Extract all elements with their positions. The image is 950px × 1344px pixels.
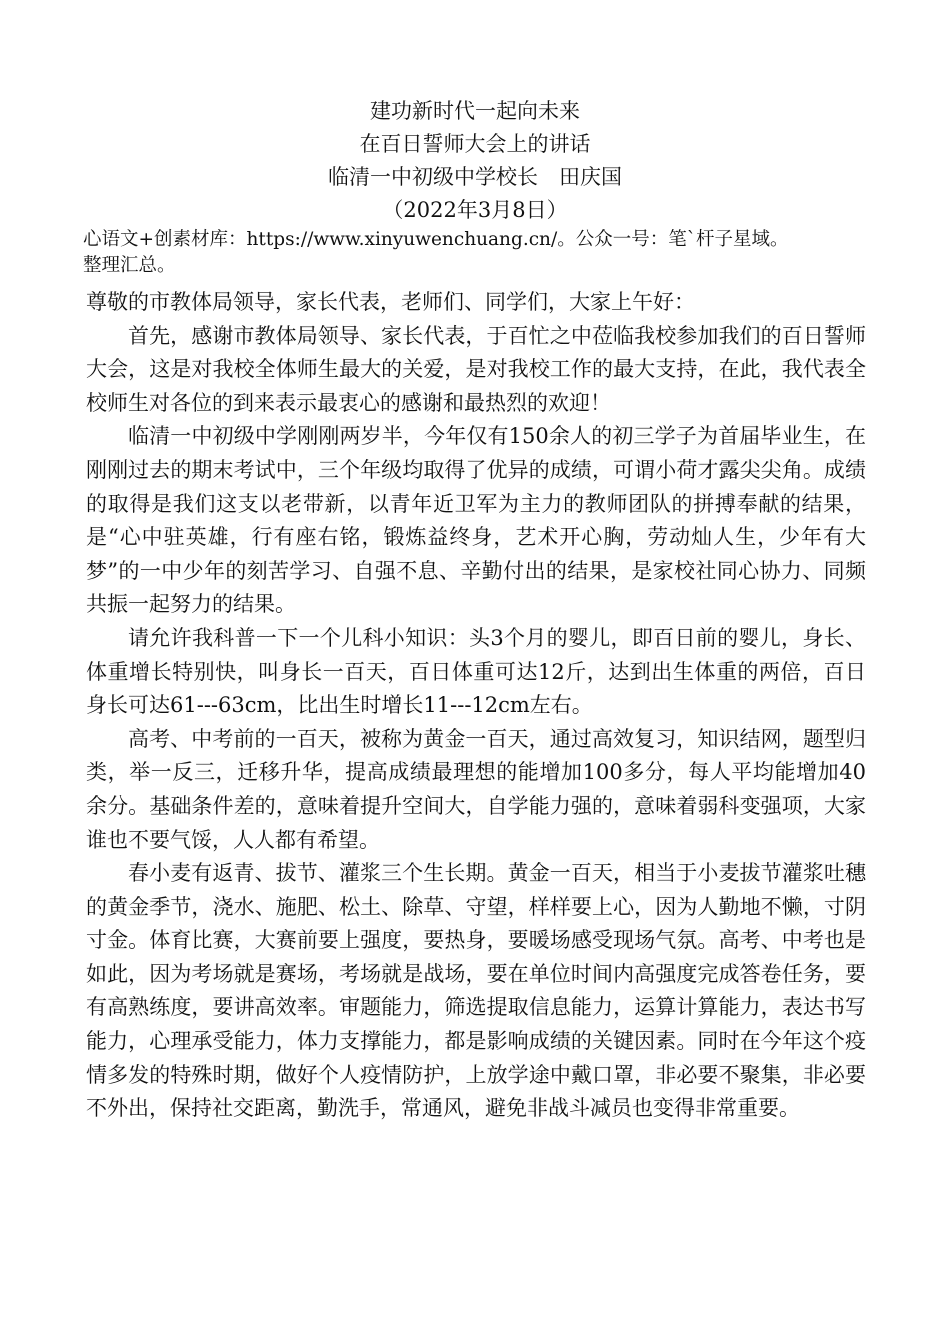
paragraph: 首先，感谢市教体局领导、家长代表，于百忙之中莅临我校参加我们的百日誓师大会，这是对我校全体师生最大的关爱，是对我校工作的最大支持，在此，我代表全校师生对各位的到来表示最衷心的感谢和最热烈的欢迎！	[86, 323, 866, 415]
speech-header	[0, 95, 950, 227]
salutation: 尊敬的市教体局领导，家长代表，老师们、同学们，大家上午好：	[86, 290, 695, 314]
speech-body	[86, 286, 866, 1126]
speech-subtitle: 在百日誓师大会上的讲话	[359, 132, 591, 156]
source-note-line: 心语文+创素材库：https://www.xinyuwenchuang.cn/。公众一号：笔`杆子星域。	[83, 229, 789, 250]
source-note-line: 整理汇总。	[83, 255, 176, 276]
paragraph: 请允许我科普一下一个儿科小知识：头3个月的婴儿，即百日前的婴儿，身长、体重增长特别快，叫身长一百天，百日体重可达12斤，达到出生体重的两倍，百日身长可达61---63cm，比出生时增长11---12cm左右。	[86, 625, 866, 718]
paragraph: 高考、中考前的一百天，被称为黄金一百天，通过高效复习，知识结网，题型归类，举一反三，迁移升华，提高成绩最理想的能增加100多分，每人平均能增加40余分。基础条件差的，意味着提升空间大，自学能力强的，意味着弱科变强项，大家谁也不要气馁，人人都有希望。	[86, 726, 866, 852]
speech-title: 建功新时代一起向未来	[370, 99, 580, 123]
speech-date: （2022年3月8日）	[382, 198, 568, 222]
paragraph: 临清一中初级中学刚刚两岁半，今年仅有150余人的初三学子为首届毕业生，在刚刚过去的期末考试中，三个年级均取得了优异的成绩，可谓小荷才露尖尖角。成绩的取得是我们这支以老带新，以青年近卫军为主力的教师团队的拼搏奉献的结果，是“心中驻英雄，行有座右铭，锻炼益终身，艺术开心胸，劳动灿人生，少年有大梦”的一中少年的刻苦学习、自强不息、辛勤付出的结果，是家校社同心协力、同频共振一起努力的结果。	[86, 424, 866, 617]
source-watermark-note	[83, 227, 903, 279]
paragraph: 春小麦有返青、拔节、灌浆三个生长期。黄金一百天，相当于小麦拔节灌浆吐穗的黄金季节，浇水、施肥、松土、除草、守望，样样要上心，因为人勤地不懒，寸阴寸金。体育比赛，大赛前要上强度，要热身，要暖场感受现场气氛。高考、中考也是如此，因为考场就是赛场，考场就是战场，要在单位时间内高强度完成答卷任务，要有高熟练度，要讲高效率。审题能力，筛选提取信息能力，运算计算能力，表达书写能力，心理承受能力，体力支撑能力，都是影响成绩的关键因素。同时在今年这个疫情多发的特殊时期，做好个人疫情防护，上放学途中戴口罩，非必要不聚集，非必要不外出，保持社交距离，勤洗手，常通风，避免非战斗减员也变得非常重要。	[86, 861, 866, 1121]
speaker-line: 临清一中初级中学校长 田庆国	[328, 165, 622, 189]
